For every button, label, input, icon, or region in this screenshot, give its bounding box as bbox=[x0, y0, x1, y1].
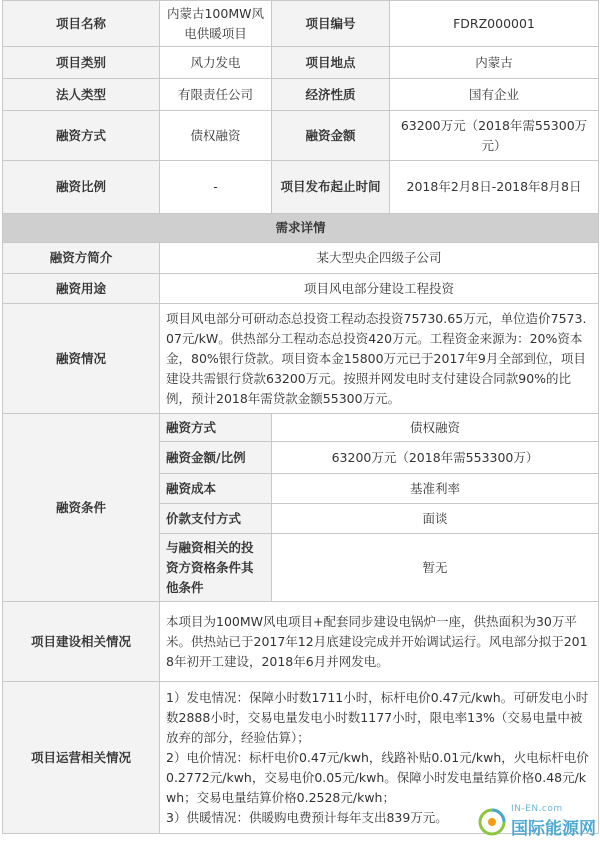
project-info-table bbox=[2, 0, 599, 834]
value-project-location: 内蒙古 bbox=[390, 47, 599, 79]
value-economic-nature: 国有企业 bbox=[390, 79, 599, 111]
value-financing-ratio: - bbox=[160, 161, 272, 214]
label-project-number: 项目编号 bbox=[272, 1, 390, 47]
label-project-name: 项目名称 bbox=[3, 1, 160, 47]
operation-line: 3）供暖情况：供暖购电费预计每年支出839万元。 bbox=[166, 809, 448, 825]
condition-label: 融资金额/比例 bbox=[160, 442, 272, 474]
label-economic-nature: 经济性质 bbox=[272, 79, 390, 111]
row-financing-situation bbox=[3, 304, 599, 414]
label-financier-intro: 融资方简介 bbox=[3, 243, 160, 274]
condition-value: 暂无 bbox=[272, 534, 599, 602]
row-financier-intro bbox=[3, 243, 599, 274]
label-financing-use: 融资用途 bbox=[3, 274, 160, 304]
label-project-category: 项目类别 bbox=[3, 47, 160, 79]
label-publish-period: 项目发布起止时间 bbox=[272, 161, 390, 214]
condition-label: 融资成本 bbox=[160, 474, 272, 504]
row-project-category bbox=[3, 47, 599, 79]
section-title: 需求详情 bbox=[3, 214, 599, 243]
row-construction bbox=[3, 602, 599, 682]
label-project-location: 项目地点 bbox=[272, 47, 390, 79]
label-financing-ratio: 融资比例 bbox=[3, 161, 160, 214]
watermark-en: IN-EN.com bbox=[511, 804, 563, 814]
value-construction: 本项目为100MW风电项目+配套同步建设电锅炉一座，供热面积为30万平米。供热站已于2017年12月底建设完成并开始调试运行。风电部分拟于2018年初开工建设，2018年6月并网发电。 bbox=[160, 602, 599, 682]
value-legal-type: 有限责任公司 bbox=[160, 79, 272, 111]
row-project-name bbox=[3, 1, 599, 47]
row-financing-method bbox=[3, 111, 599, 161]
row-condition bbox=[3, 414, 599, 442]
operation-line: 2）电价情况：标杆电价0.47元/kwh，线路补贴0.01元/kwh，火电标杆电价0.2772元/kwh，交易电价0.05元/kwh。保障小时发电量结算价格0.48元/kwh；交易电量结算价格0.2528元/kwh； bbox=[166, 749, 589, 805]
condition-value: 面谈 bbox=[272, 504, 599, 534]
value-financing-amount: 63200万元（2018年需55300万元） bbox=[390, 111, 599, 161]
value-financing-use: 项目风电部分建设工程投资 bbox=[160, 274, 599, 304]
value-financing-situation: 项目风电部分可研动态总投资工程动态投资75730.65万元，单位造价7573.07元/kW。供热部分工程动态总投资420万元。工程资金来源为：20%资本金，80%银行贷款。项目资本金15800万元已于2017年9月全部到位，项目建设共需银行贷款63200万元。按照并网发电时支付建设合同款90%的比例，预计2018年需贷款金额55300万元。 bbox=[160, 304, 599, 414]
label-construction: 项目建设相关情况 bbox=[3, 602, 160, 682]
operation-line: 1）发电情况：保障小时数1711小时，标杆电价0.47元/kwh。可研发电小时数2888小时，交易电量发电小时数1177小时，限电率13%（交易电量中被放弃的部分，经验估算）； bbox=[166, 689, 589, 745]
watermark bbox=[477, 804, 596, 839]
condition-value: 基准利率 bbox=[272, 474, 599, 504]
value-publish-period: 2018年2月8日-2018年8月8日 bbox=[390, 161, 599, 214]
condition-label: 价款支付方式 bbox=[160, 504, 272, 534]
label-operation: 项目运营相关情况 bbox=[3, 682, 160, 834]
label-legal-type: 法人类型 bbox=[3, 79, 160, 111]
condition-label: 与融资相关的投资方资格条件其他条件 bbox=[160, 534, 272, 602]
energy-logo-icon bbox=[477, 807, 507, 837]
label-financing-conditions: 融资条件 bbox=[3, 414, 160, 602]
value-financier-intro: 某大型央企四级子公司 bbox=[160, 243, 599, 274]
label-financing-method: 融资方式 bbox=[3, 111, 160, 161]
label-financing-amount: 融资金额 bbox=[272, 111, 390, 161]
value-project-number: FDRZ000001 bbox=[390, 1, 599, 47]
row-financing-ratio bbox=[3, 161, 599, 214]
value-financing-method: 债权融资 bbox=[160, 111, 272, 161]
condition-value: 债权融资 bbox=[272, 414, 599, 442]
condition-label: 融资方式 bbox=[160, 414, 272, 442]
row-financing-use bbox=[3, 274, 599, 304]
row-legal-type bbox=[3, 79, 599, 111]
label-financing-situation: 融资情况 bbox=[3, 304, 160, 414]
row-section-title bbox=[3, 214, 599, 243]
value-project-name: 内蒙古100MW风电供暖项目 bbox=[160, 1, 272, 47]
condition-value: 63200万元（2018年需553300万） bbox=[272, 442, 599, 474]
value-project-category: 风力发电 bbox=[160, 47, 272, 79]
watermark-cn: 国际能源网 bbox=[511, 819, 596, 839]
